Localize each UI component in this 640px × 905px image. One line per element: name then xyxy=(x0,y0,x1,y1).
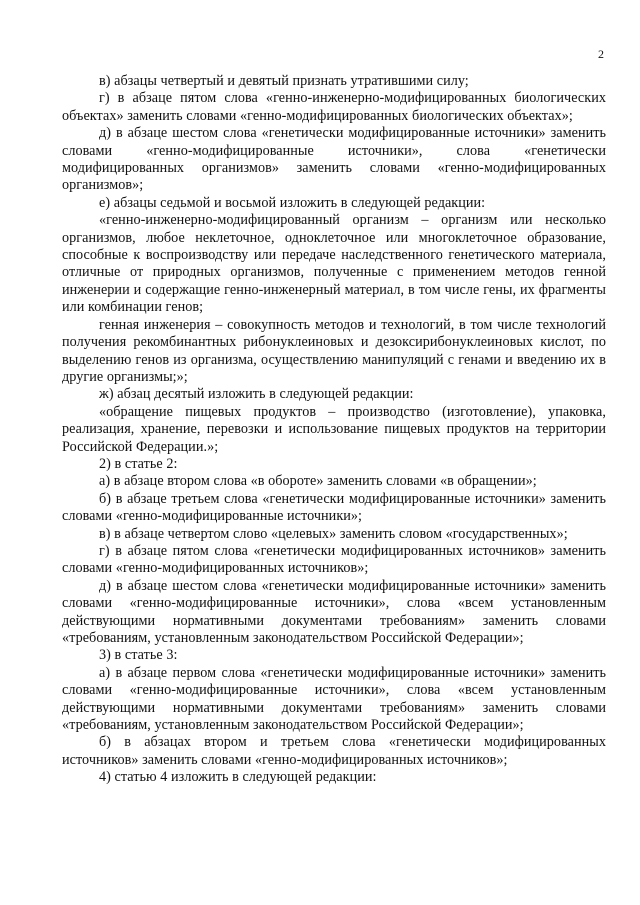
paragraph-article-2-v: в) в абзаце четвертом слово «целевых» заменить словом «государственных»; xyxy=(99,525,568,542)
paragraph-item-zh: ж) абзац десятый изложить в следующей редакции: xyxy=(99,386,414,403)
paragraph-definition-food-circulation: «обращение пищевых продуктов – производство (изготовление), упаковка, реализация, хранение, перевозки и использование пищевых продуктов на территории Российской Федерации.»; xyxy=(62,403,606,455)
paragraph-article-4-heading: 4) статью 4 изложить в следующей редакции: xyxy=(99,769,377,786)
paragraph-item-e: е) абзацы седьмой и восьмой изложить в следующей редакции: xyxy=(99,194,486,211)
paragraph-item-d: д) в абзаце шестом слова «генетически модифицированные источники» заменить словами «генно-модифицированные источники», слова «генетически модифицированных организмов» заменить словами «генно-модифицированных организмов»; xyxy=(62,125,606,194)
paragraph-article-2-heading: 2) в статье 2: xyxy=(99,455,178,472)
paragraph-article-2-b: б) в абзаце третьем слова «генетически модифицированные источники» заменить словами «генно-модифицированные источники»; xyxy=(62,490,606,525)
paragraph-definition-genetic-engineering: генная инженерия – совокупность методов и технологий, в том числе технологий получения рекомбинантных рибонуклеиновых и дезоксирибонуклеиновых кислот, по выделению генов из организма, осуществлению манипуляций с генами и введению их в другие организмы;»; xyxy=(62,316,606,385)
paragraph-article-2-a: а) в абзаце втором слова «в обороте» заменить словами «в обращении»; xyxy=(99,473,537,490)
paragraph-item-g: г) в абзаце пятом слова «генно-инженерно-модифицированных биологических объектах» заменить словами «генно-модифицированных биологических объектах»; xyxy=(62,90,606,124)
paragraph-article-2-g: г) в абзаце пятом слова «генетически модифицированных источников» заменить словами «генно-модифицированных источников»; xyxy=(62,542,606,577)
paragraph-item-v: в) абзацы четвертый и девятый признать утратившими силу; xyxy=(99,73,469,89)
paragraph-article-3-b: б) в абзацах втором и третьем слова «генетически модифицированных источников» заменить словами «генно-модифицированных источников»; xyxy=(62,734,606,768)
paragraph-article-3-a: а) в абзаце первом слова «генетически модифицированные источники» заменить словами «генно-модифицированные источники», слова «всем установленным действующими нормативными документами требованиям» заменить словами «требованиям, установленным законодательством Российской Федерации»; xyxy=(62,664,606,734)
paragraph-article-2-d: д) в абзаце шестом слова «генетически модифицированные источники» заменить словами «генно-модифицированные источники», слова «всем установленным действующими нормативными документами требованиям» заменить словами «требованиям, установленным законодательством Российской Федерации»; xyxy=(62,577,606,646)
paragraph-article-3-heading: 3) в статье 3: xyxy=(99,647,178,664)
page-number: 2 xyxy=(598,47,604,61)
document-body xyxy=(62,73,606,787)
paragraph-definition-gmo: «генно-инженерно-модифицированный организм – организм или несколько организмов, любое неклеточное, одноклеточное или многоклеточное образование, способные к воспроизводству или передаче наследственного генетического материала, отличные от природных организмов, полученные с применением методов генной инженерии и содержащие генно-инженерный материал, в том числе гены, их фрагменты или комбинации генов; xyxy=(62,212,606,316)
